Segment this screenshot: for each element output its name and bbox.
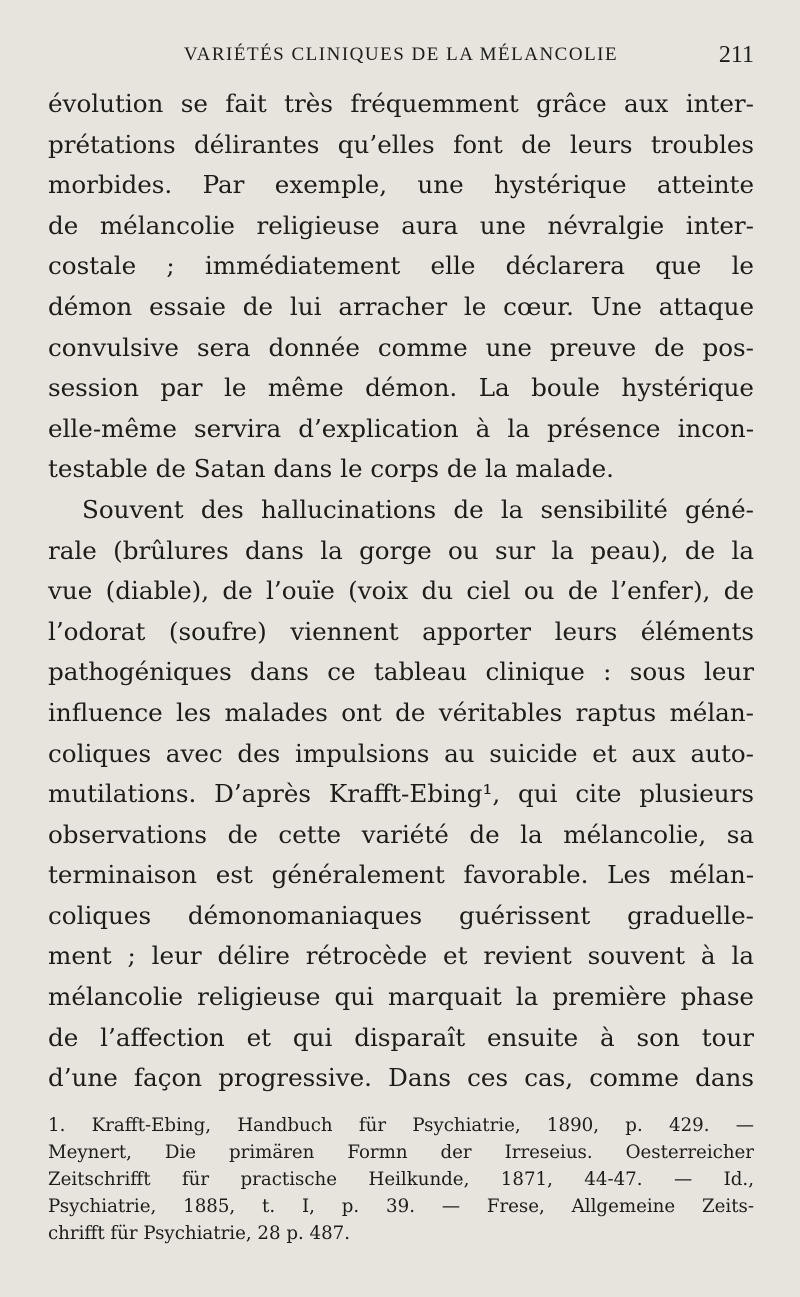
text-line: vue (diable), de l’ouïe (voix du ciel ou de l’enfer), de [48,576,754,606]
text-line: session par le même démon. La boule hystérique [48,373,754,403]
footnote [48,1112,754,1247]
text-line: de l’affection et qui disparaît ensuite à son tour [48,1022,754,1052]
text-line: évolution se fait très fréquemment grâce aux inter- [48,89,754,118]
text-line: elle-même servira d’explication à la présence incon- [48,413,754,443]
text-line: influence les malades ont de véritables raptus mélan- [48,697,754,727]
text-line: démon essaie de lui arracher le cœur. Une attaque [48,291,754,321]
text-line: mélancolie religieuse qui marquait la première phase [48,982,754,1012]
running-head [48,42,754,72]
text-line: prétations délirantes qu’elles font de leurs troubles [48,129,754,159]
text-line: morbides. Par exemple, une hystérique atteinte [48,170,754,200]
text-line: ment ; leur délire rétrocède et revient souvent à la [48,941,754,971]
body-text [48,84,754,1099]
footnote-line: Psychiatrie, 1885, t. I, p. 39. — Frese, Allgemeine Zeits- [48,1196,754,1217]
text-line: d’une façon progressive. Dans ces cas, comme dans [48,1063,754,1093]
footnote-line: Zeitschrifft für practische Heilkunde, 1871, 44-47. — Id., [48,1169,754,1190]
text-line: coliques démonomaniaques guérissent graduelle- [48,900,754,930]
text-line: l’odorat (soufre) viennent apporter leurs éléments [48,616,754,646]
text-line: de mélancolie religieuse aura une névralgie inter- [48,210,754,240]
text-line: costale ; immédiatement elle déclarera que le [48,251,754,281]
text-line: convulsive sera donnée comme une preuve de pos- [48,332,754,362]
text-line: terminaison est généralement favorable. Les mélan- [48,860,754,890]
running-title: VARIÉTÉS CLINIQUES DE LA MÉLANCOLIE [183,44,619,65]
text-line: Souvent des hallucinations de la sensibilité géné- [82,494,754,524]
text-line: pathogéniques dans ce tableau clinique : sous leur [48,657,754,687]
text-line: rale (brûlures dans la gorge ou sur la peau), de la [48,535,754,565]
text-line: coliques avec des impulsions au suicide et aux auto- [48,738,754,768]
text-line: testable de Satan dans le corps de la malade. [48,454,614,484]
text-line: observations de cette variété de la mélancolie, sa [48,819,754,849]
footnote-line: 1. Krafft-Ebing, Handbuch für Psychiatrie, 1890, p. 429. — [48,1115,754,1136]
footnote-line: chrifft für Psychiatrie, 28 p. 487. [48,1223,351,1244]
text-line: mutilations. D’après Krafft-Ebing¹, qui cite plusieurs [48,779,754,809]
footnote-line: Meynert, Die primären Formn der Irreseius. Oesterreicher [48,1142,754,1163]
page-number: 211 [718,42,754,68]
